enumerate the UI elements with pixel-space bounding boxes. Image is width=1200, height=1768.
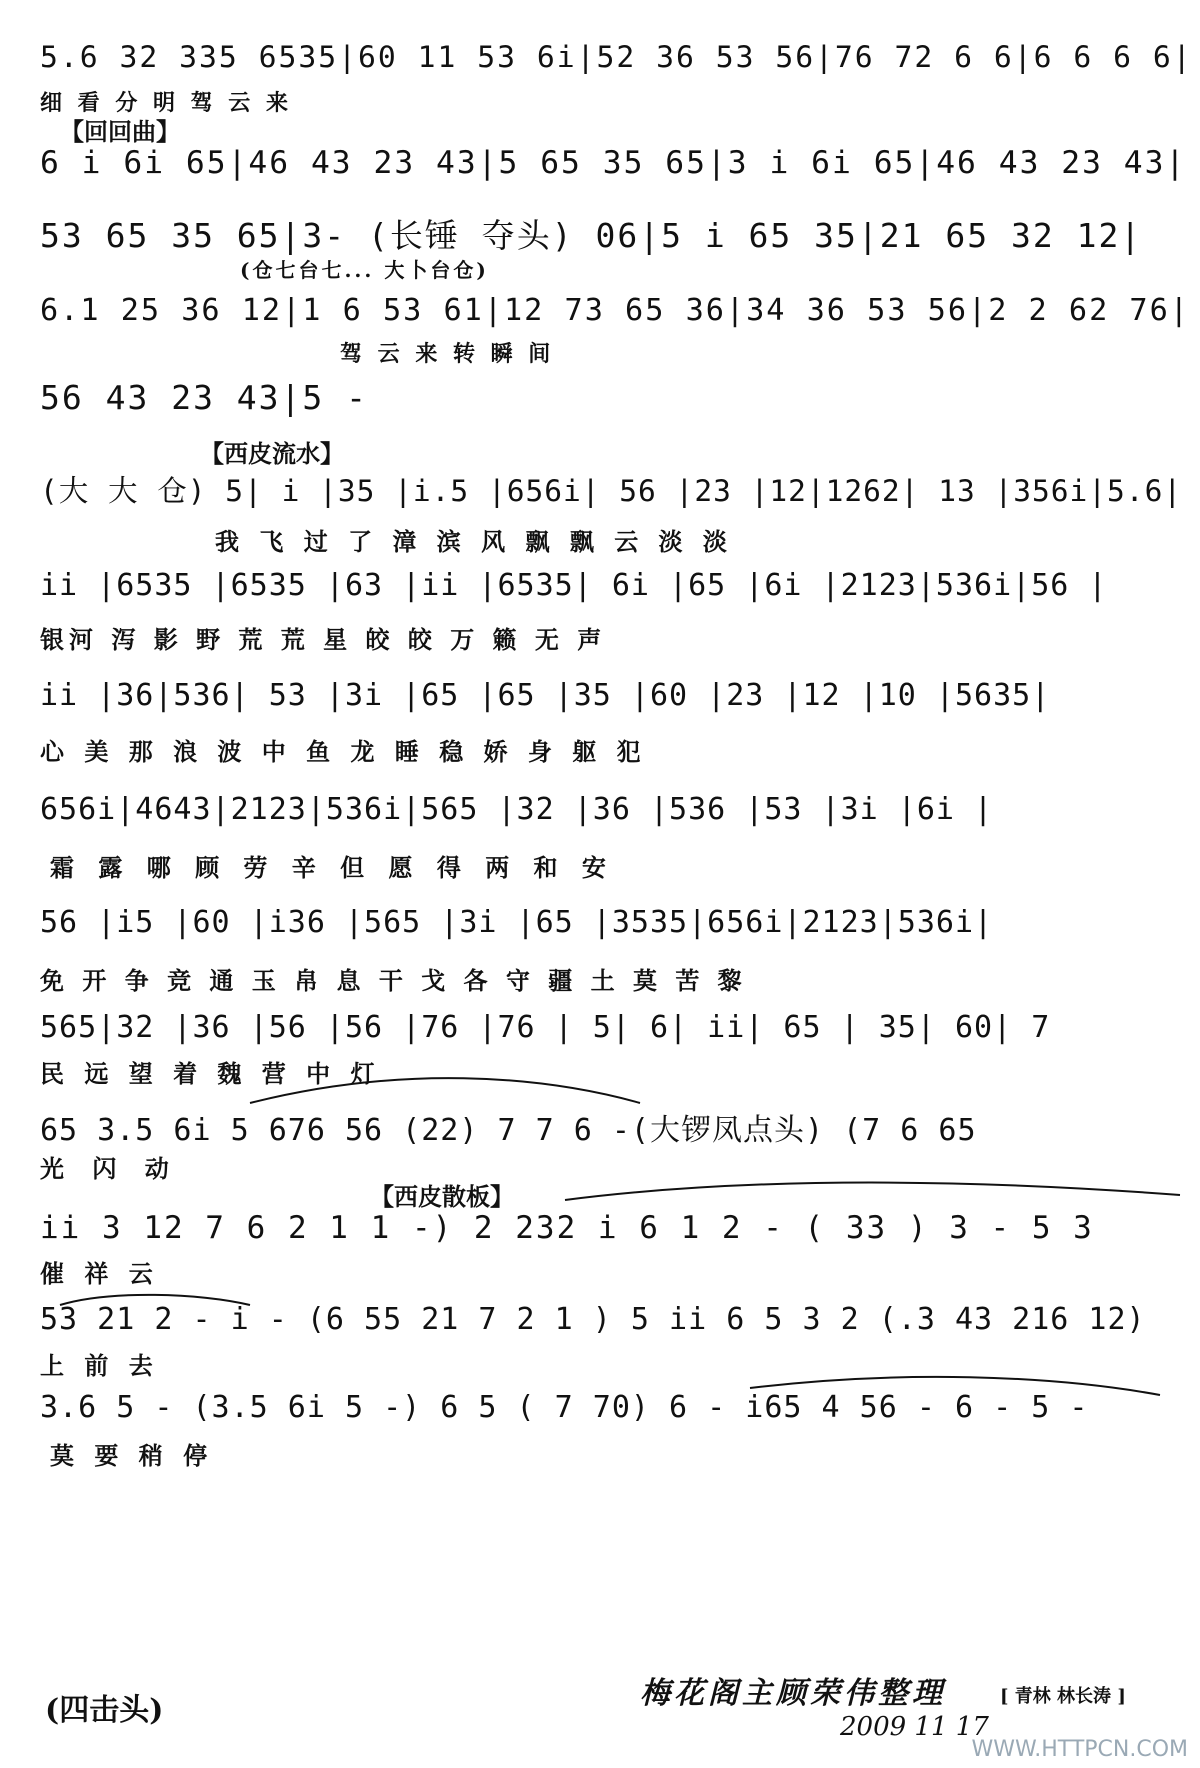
- ending-cue: (四击头): [45, 1693, 164, 1728]
- lyrics-row: 上 前 去: [40, 1351, 159, 1380]
- notation-row: 5.6 32 335 6535|60 11 53 6i|52 36 53 56|76 72 6 6|6 6 6 6|: [40, 40, 1193, 75]
- lyrics-row: 霜 露 哪 顾 劳 辛 但 愿 得 两 和 安: [50, 853, 614, 882]
- lyrics-row: 细 看 分 明 驾 云 来: [40, 90, 292, 116]
- notation-row: ii |36|536| 53 |3i |65 |65 |35 |60 |23 |12 |10 |5635|: [40, 678, 1051, 713]
- lyrics-row: 驾 云 来 转 瞬 间: [340, 341, 555, 367]
- stamp: [ 青林 林长涛 ]: [1000, 1686, 1126, 1707]
- notation-row: 53 65 35 65|3- (长锤 夺头) 06|5 i 65 35|21 65 32 12|: [40, 216, 1143, 255]
- lyrics-row: 我 飞 过 了 漳 滨 风 飘 飘 云 淡 淡: [215, 527, 733, 556]
- notation-row: 56 |i5 |60 |i36 |565 |3i |65 |3535|656i|2123|536i|: [40, 905, 994, 940]
- notation-row: 65 3.5 6i 5 676 56 (22) 7 7 6 -(大锣凤点头) (7 6 65: [40, 1113, 977, 1148]
- notation-row: 6 i 6i 65|46 43 23 43|5 65 35 65|3 i 6i 65|46 43 23 43|: [40, 145, 1187, 181]
- section-tag: 【回回曲】: [60, 117, 180, 146]
- lyrics-row: (仓七台七... 大卜台仓): [240, 258, 489, 282]
- notation-row: 3.6 5 - (3.5 6i 5 -) 6 5 ( 7 70) 6 - i65 4 56 - 6 - 5 -: [40, 1390, 1089, 1425]
- notation-row: ii 3 12 7 6 2 1 1 -) 2 232 i 6 1 2 - ( 33 ) 3 - 5 3: [40, 1210, 1094, 1246]
- notation-row: 53 21 2 - i - (6 55 21 7 2 1 ) 5 ii 6 5 3 2 (.3 43 216 12): [40, 1302, 1146, 1337]
- lyrics-row: 莫 要 稍 停: [50, 1441, 214, 1470]
- notation-row: 656i|4643|2123|536i|565 |32 |36 |536 |53 |3i |6i |: [40, 792, 994, 827]
- lyrics-row: 民 远 望 着 魏 营 中 灯: [40, 1059, 381, 1088]
- lyrics-row: 心 美 那 浪 波 中 鱼 龙 睡 稳 娇 身 躯 犯: [40, 737, 647, 766]
- notation-row: 56 43 23 43|5 -: [40, 378, 369, 417]
- date-line: 2009 11 17: [840, 1712, 989, 1742]
- section-tag: 【西皮散板】: [370, 1182, 514, 1211]
- watermark: WWW.HTTPCN.COM: [971, 1737, 1188, 1762]
- notation-row: 6.1 25 36 12|1 6 53 61|12 73 65 36|34 36 53 56|2 2 62 76|: [40, 293, 1190, 328]
- notation-row: 565|32 |36 |56 |56 |76 |76 | 5| 6| ii| 65 | 35| 60| 7: [40, 1010, 1051, 1045]
- lyrics-row: 银河 泻 影 野 荒 荒 星 皎 皎 万 籁 无 声: [40, 625, 607, 654]
- credit-line: 梅花阁主顾荣伟整理: [640, 1676, 946, 1711]
- lyrics-row: 催 祥 云: [40, 1259, 159, 1288]
- notation-row: ii |6535 |6535 |63 |ii |6535| 6i |65 |6i |2123|536i|56 |: [40, 568, 1108, 603]
- lyrics-row: 光 闪 动: [40, 1154, 179, 1183]
- section-tag: 【西皮流水】: [200, 439, 344, 468]
- notation-row: (大 大 仓) 5| i |35 |i.5 |656i| 56 |23 |12|1262| 13 |356i|5.6|: [40, 474, 1183, 508]
- lyrics-row: 免 开 争 竞 通 玉 帛 息 干 戈 各 守 疆 土 莫 苦 黎: [40, 966, 747, 995]
